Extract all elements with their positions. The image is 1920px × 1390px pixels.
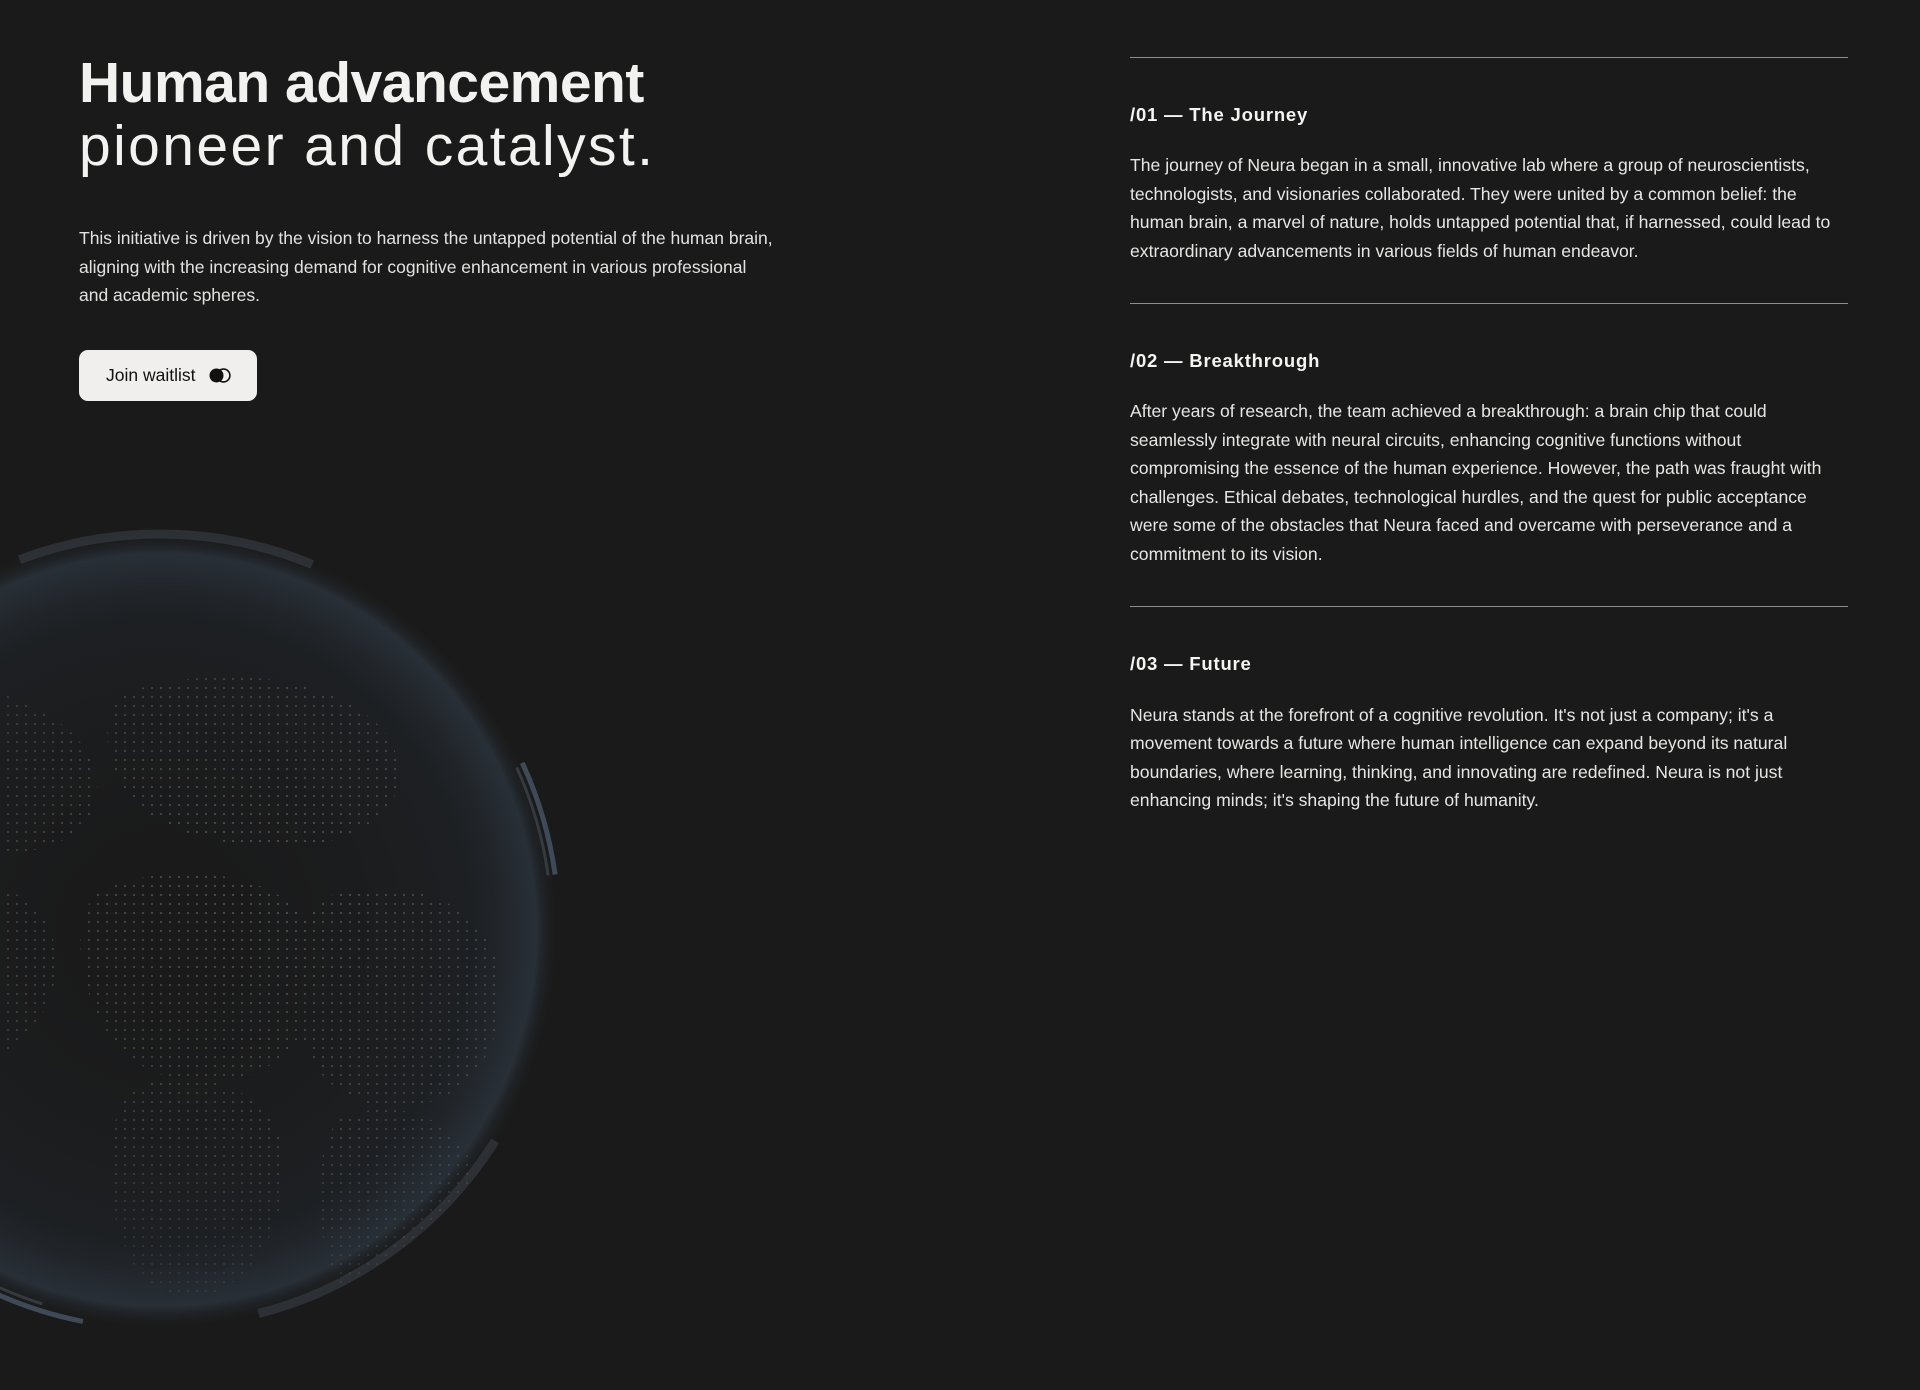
story-section-03 — [1130, 606, 1848, 814]
story-section-01 — [1130, 57, 1848, 303]
section-body-02: After years of research, the team achieved a breakthrough: a brain chip that could seamlessly integrate with neural circuits, enhancing cognitive functions without compromising the essence of the human experience. However, the path was fraught with challenges. Ethical debates, technological hurdles, and the quest for public acceptance were some of the obstacles that Neura faced and overcame with perseverance and a commitment to its vision. — [1130, 401, 1822, 564]
hero-description: This initiative is driven by the vision to harness the untapped potential of the human brain, aligning with the increasing demand for cognitive enhancement in various professional and academic spheres. — [79, 228, 773, 306]
page-title — [79, 52, 1130, 179]
overlapping-circles-icon — [209, 368, 231, 383]
story-section-02 — [1130, 303, 1848, 606]
section-heading-03: /03 — Future — [1130, 653, 1252, 675]
section-heading-02: /02 — Breakthrough — [1130, 350, 1321, 372]
story-column — [1130, 0, 1920, 1043]
section-body-01: The journey of Neura began in a small, innovative lab where a group of neuroscientists, technologists, and visionaries collaborated. They were united by a common belief: the human brain, a marvel of nature, holds untapped potential that, if harnessed, could lead to extraordinary advancements in various fields of human endeavor. — [1130, 155, 1831, 261]
join-waitlist-button[interactable] — [79, 350, 257, 402]
headline-line-1: Human advancement — [79, 51, 644, 115]
headline-line-2: pioneer and catalyst. — [79, 113, 656, 178]
section-body-03: Neura stands at the forefront of a cognitive revolution. It's not just a company; it's a movement towards a future where human intelligence can expand beyond its natural boundaries, where learning, thinking, and innovating are redefined. Neura is not just enhancing minds; it's shaping the future of humanity. — [1130, 704, 1788, 811]
section-heading-01: /01 — The Journey — [1130, 104, 1309, 125]
join-waitlist-label: Join waitlist — [106, 364, 196, 385]
hero-section — [0, 0, 1130, 1043]
